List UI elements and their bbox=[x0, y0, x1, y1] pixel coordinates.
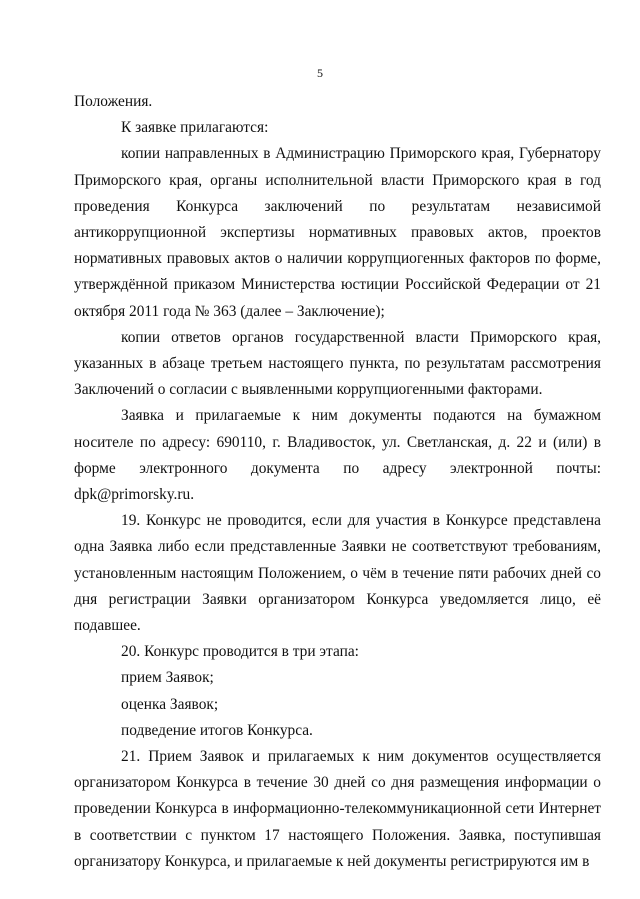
paragraph-attachments-answers: копии ответов органов государственной власти Приморского края, указанных в абзаце третьем настоящего пункта, по результатам рассмотрения Заключений о согласии с выявленными коррупциогенными факторами. bbox=[74, 328, 601, 399]
paragraph-attachments-copies: копии направленных в Администрацию Приморского края, Губернатору Приморского края, органы исполнительной власти Приморского края в год проведения Конкурса заключений по результатам независимой антикоррупционной экспертизы нормативных правовых актов, проектов нормативных правовых актов о наличии коррупциогенных факторов по форме, утверждённой приказом Министерства юстиции Российской Федерации от 21 октября 2011 года № 363 (далее – Заключение); bbox=[74, 145, 601, 320]
paragraph-attachments-heading: К заявке прилагаются: bbox=[121, 119, 269, 137]
paragraph-continuation: Положения. bbox=[74, 93, 153, 110]
paragraph-item-20: 20. Конкурс проводится в три этапа: bbox=[121, 643, 359, 661]
document-body bbox=[74, 89, 601, 875]
paragraph-submission-address: Заявка и прилагаемые к ним документы подаются на бумажном носителе по адресу: 690110, г. Владивосток, ул. Светланская, д. 22 и (или) в форме электронного документа по адресу электронной почты: dpk@primorsky.ru. bbox=[74, 407, 601, 504]
paragraph-item-19: 19. Конкурс не проводится, если для участия в Конкурсе представлена одна Заявка либо если представленные Заявки не соответствуют требованиям, установленным настоящим Положением, о чём в течение пяти рабочих дней со дня регистрации Заявки организатором Конкурса уведомляется лицо, её подавшее. bbox=[74, 512, 601, 635]
paragraph-item-21: 21. Прием Заявок и прилагаемых к ним документов осуществляется организатором Конкурса в течение 30 дней со дня размещения информации о проведении Конкурса в информационно-телекоммуникационной сети Интернет в соответствии с пунктом 17 настоящего Положения. Заявка, поступившая организатору Конкурса, и прилагаемые к ней документы регистрируются им в bbox=[74, 748, 601, 870]
paragraph-stage-2: оценка Заявок; bbox=[121, 695, 219, 713]
paragraph-stage-1: прием Заявок; bbox=[121, 669, 214, 687]
paragraph-stage-3: подведение итогов Конкурса. bbox=[121, 721, 313, 739]
page-number: 5 bbox=[317, 66, 323, 80]
